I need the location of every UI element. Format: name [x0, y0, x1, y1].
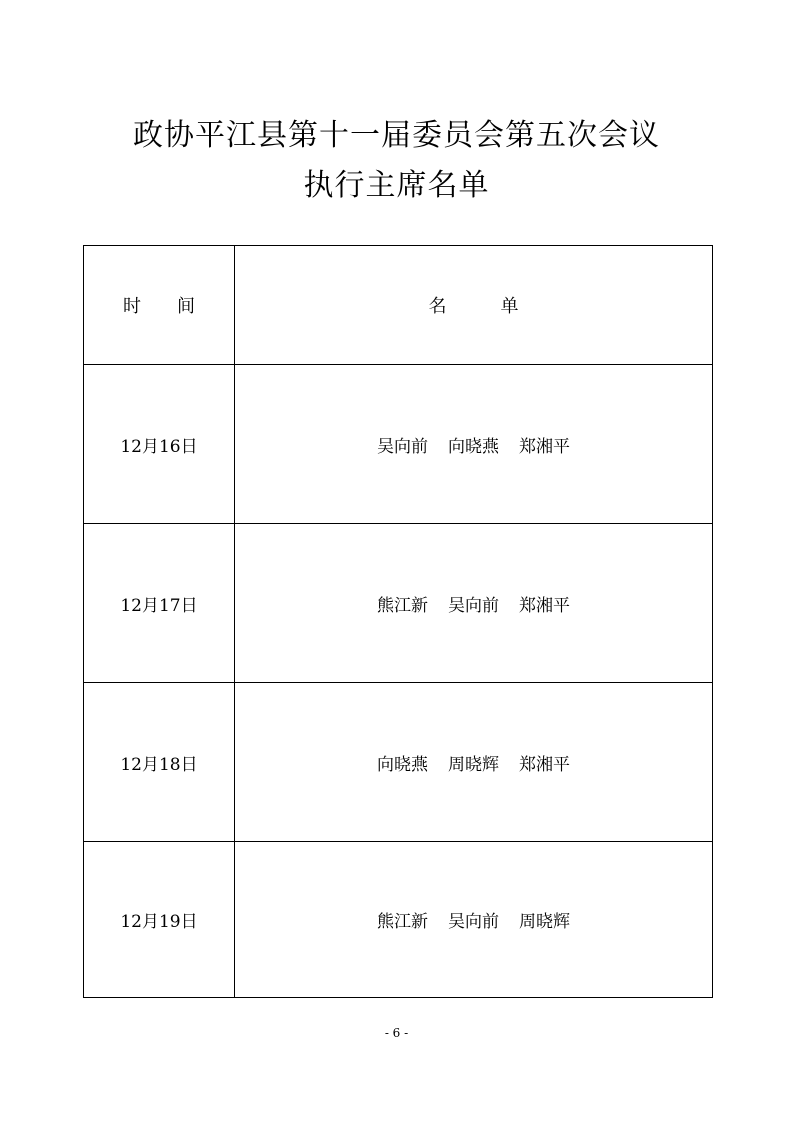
date: 12月16日 [120, 436, 198, 457]
names-cell [235, 365, 713, 524]
table-row [84, 365, 713, 524]
date: 12月19日 [120, 912, 198, 932]
page-number: - 6 - [384, 1026, 409, 1040]
header-names-cell [235, 246, 713, 365]
name: 吴向前 [377, 436, 428, 457]
name: 熊江新 [377, 595, 428, 616]
names-cell [235, 842, 713, 998]
name: 郑湘平 [519, 754, 570, 775]
date: 12月18日 [120, 754, 198, 775]
name: 向晓燕 [377, 754, 428, 775]
name-list [377, 912, 570, 932]
table-row [84, 683, 713, 842]
name: 郑湘平 [519, 436, 570, 457]
date-cell [84, 524, 235, 683]
name: 周晓辉 [519, 912, 570, 932]
table-row [84, 524, 713, 683]
executive-chair-table [83, 245, 713, 998]
name: 周晓辉 [448, 754, 499, 775]
date-cell [84, 365, 235, 524]
date: 12月17日 [120, 595, 198, 616]
header-time: 时 间 [123, 296, 195, 317]
name: 郑湘平 [519, 595, 570, 616]
document-title: 政协平江县第十一届委员会第五次会议 [133, 118, 660, 153]
name: 熊江新 [377, 912, 428, 932]
date-cell [84, 683, 235, 842]
name: 向晓燕 [448, 436, 499, 457]
name-list [377, 437, 570, 457]
names-cell [235, 683, 713, 842]
date-cell [84, 842, 235, 998]
table-header-row [84, 246, 713, 365]
name-list [377, 596, 570, 616]
table-row [84, 842, 713, 998]
header-names: 名 单 [428, 296, 519, 317]
header-time-cell [84, 246, 235, 365]
name: 吴向前 [448, 595, 499, 616]
name: 吴向前 [448, 912, 499, 932]
document-subtitle: 执行主席名单 [303, 168, 490, 203]
name-list [377, 755, 570, 775]
names-cell [235, 524, 713, 683]
